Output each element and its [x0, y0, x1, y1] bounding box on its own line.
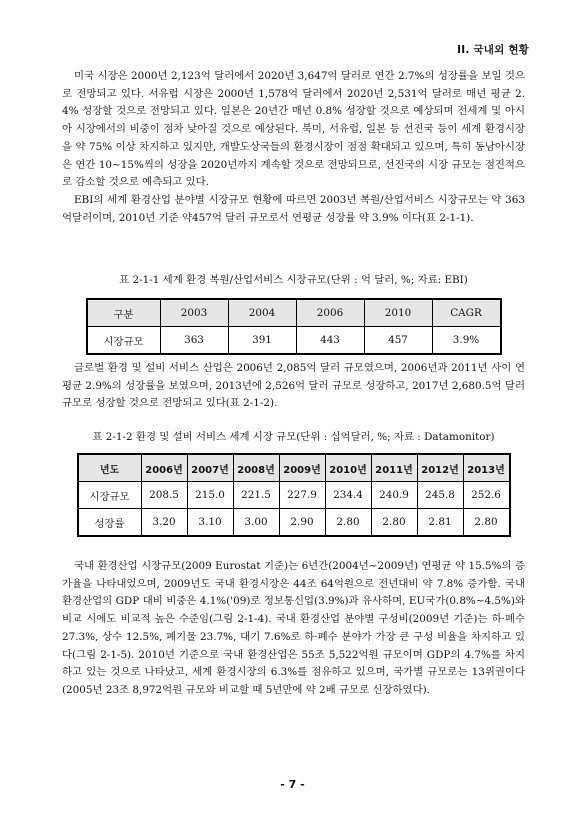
table-header-cell: CAGR	[432, 299, 501, 327]
table-cell: 시장규모	[87, 327, 161, 355]
table-header-cell: 2003	[160, 299, 228, 327]
table-cell: 3.00	[233, 509, 279, 537]
table-row	[87, 327, 501, 355]
table-cell: 2.80	[371, 509, 417, 537]
table-row	[78, 509, 510, 537]
table-cell: 성장률	[78, 509, 142, 537]
table-header-cell: 2009년	[279, 454, 325, 482]
main-content	[62, 68, 525, 227]
table-cell: 391	[228, 327, 296, 355]
table-cell: 221.5	[233, 482, 279, 509]
table-header-cell: 2010년	[325, 454, 371, 482]
paragraph-ebi: EBI의 세계 환경산업 분야별 시장규모 현황에 따르면 2003년 복원/산업서비스 시장규모는 약 363억달러이며, 2010년 기준 약457억 달러 규모로서 연평균 성장률 약 3.9% 이다(표 2-1-1).	[62, 193, 525, 224]
table-cell: 3.9%	[432, 327, 501, 355]
table-cell: 2.81	[417, 509, 463, 537]
table-cell: 227.9	[279, 482, 325, 509]
page-number: - 7 -	[280, 778, 305, 791]
paragraph-global-service: 글로벌 환경 및 설비 서비스 산업은 2006년 2,085억 달러 규모였으며, 2006년과 2011년 사이 연평균 2.9%의 성장률을 보였으며, 2013년에 2,526억 달러 규모로 성장하고, 2017년 2,680.5억 달러 규모로 성장할 것으로 전망되고 있다(표 2-1-2).	[62, 362, 525, 410]
table-cell: 215.0	[187, 482, 233, 509]
paragraph-us-market: 미국 시장은 2000년 2,123억 달러에서 2020년 3,647억 달러로 연간 2.7%의 성장률을 보일 것으로 전망되고 있다. 서유럽 시장은 2000년 1,578억 달러에서 2020년 2,531억 달러로 매년 평균 2.4% 성장할 것으로 전망되고 있다. 일본은 20년간 매년 0.8% 성장할 것으로 예상되며 전세계 및 아시아 시장에서의 비중이 점차 낮아질 것으로 예상된다. 북미, 서유럽, 일본 등 선진국 등이 세계 환경시장을 약 75% 이상 차지하고 있지만, 개발도상국들의 환경시장이 점점 확대되고 있으며, 특히 동남아시장은 연간 10~15%씩의 성장을 2020년까지 계속할 것으로 전망되므로, 선진국의 시장 규모는 점진적으로 감소할 것으로 예측되고 있다.	[62, 70, 525, 189]
table-header-cell: 2013년	[463, 454, 510, 482]
table2-block	[62, 430, 525, 537]
table-header-cell: 2006년	[141, 454, 187, 482]
table-header-row	[78, 454, 510, 482]
table-cell: 363	[160, 327, 228, 355]
table-header-cell: 2010	[364, 299, 432, 327]
table-cell: 2.80	[463, 509, 510, 537]
table-header-cell: 2012년	[417, 454, 463, 482]
table1-caption: 표 2-1-1 세계 환경 복원/산업서비스 시장규모(단위 : 억 달러, %; 자료: EBI)	[119, 274, 468, 286]
table2-caption: 표 2-1-2 환경 및 설비 서비스 세계 시장 규모(단위 : 십억달러, %; 자료 : Datamonitor)	[92, 431, 495, 443]
table-cell: 208.5	[141, 482, 187, 509]
table-global-service-market	[77, 453, 511, 537]
paragraph-global-service-block	[62, 360, 525, 413]
table-cell: 245.8	[417, 482, 463, 509]
table-cell: 443	[296, 327, 364, 355]
table-header-cell: 2004	[228, 299, 296, 327]
table-cell: 3.20	[141, 509, 187, 537]
section-header: II. 국내외 현황	[457, 44, 529, 56]
table-cell: 2.80	[325, 509, 371, 537]
table-row	[78, 482, 510, 509]
table-cell: 457	[364, 327, 432, 355]
table-cell: 240.9	[371, 482, 417, 509]
table-header-cell: 2006	[296, 299, 364, 327]
table-cell: 2.90	[279, 509, 325, 537]
table-cell: 252.6	[463, 482, 510, 509]
table-cell: 234.4	[325, 482, 371, 509]
table-header-cell: 년도	[78, 454, 142, 482]
table-header-cell: 2011년	[371, 454, 417, 482]
table-cell: 3.10	[187, 509, 233, 537]
table-header-cell: 구분	[87, 299, 161, 327]
table1-block	[62, 273, 525, 355]
table-header-cell: 2007년	[187, 454, 233, 482]
table-header-cell: 2008년	[233, 454, 279, 482]
table-header-row	[87, 299, 501, 327]
table-remediation-market	[86, 298, 502, 355]
paragraph-domestic-block	[62, 558, 525, 700]
paragraph-domestic-market: 국내 환경산업 시장규모(2009 Eurostat 기준)는 6년간(2004년~2009년) 연평균 약 15.5%의 증가율을 나타내었으며, 2009년도 국내 환경시장은 44조 64억원으로 전년대비 약 7.8% 증가함. 국내 환경산업의 GDP 대비 비중은 4.1%('09)로 정보통신업(3.9%)과 유사하며, EU국가(0.8%~4.5%)와 비교 시에도 비교적 높은 수준임(그림 2-1-4). 국내 환경산업 분야별 구성비(2009년 기준)는 하·폐수 27.3%, 상수 12.5%, 폐기물 23.7%, 대기 7.6%로 하·폐수 분야가 가장 큰 구성 비율을 차지하고 있다(그림 2-1-5). 2010년 기준으로 국내 환경산업은 55조 5,522억원 규모이며 GDP의 4.7%를 차지하고 있는 것으로 나타났고, 세계 환경시장의 6.3%를 점유하고 있으며, 국가별 규모로는 13위권이다(2005년 23조 8,972억원 규모와 비교할 때 5년만에 약 2배 규모로 신장하였다).	[62, 560, 525, 696]
table-cell: 시장규모	[78, 482, 142, 509]
